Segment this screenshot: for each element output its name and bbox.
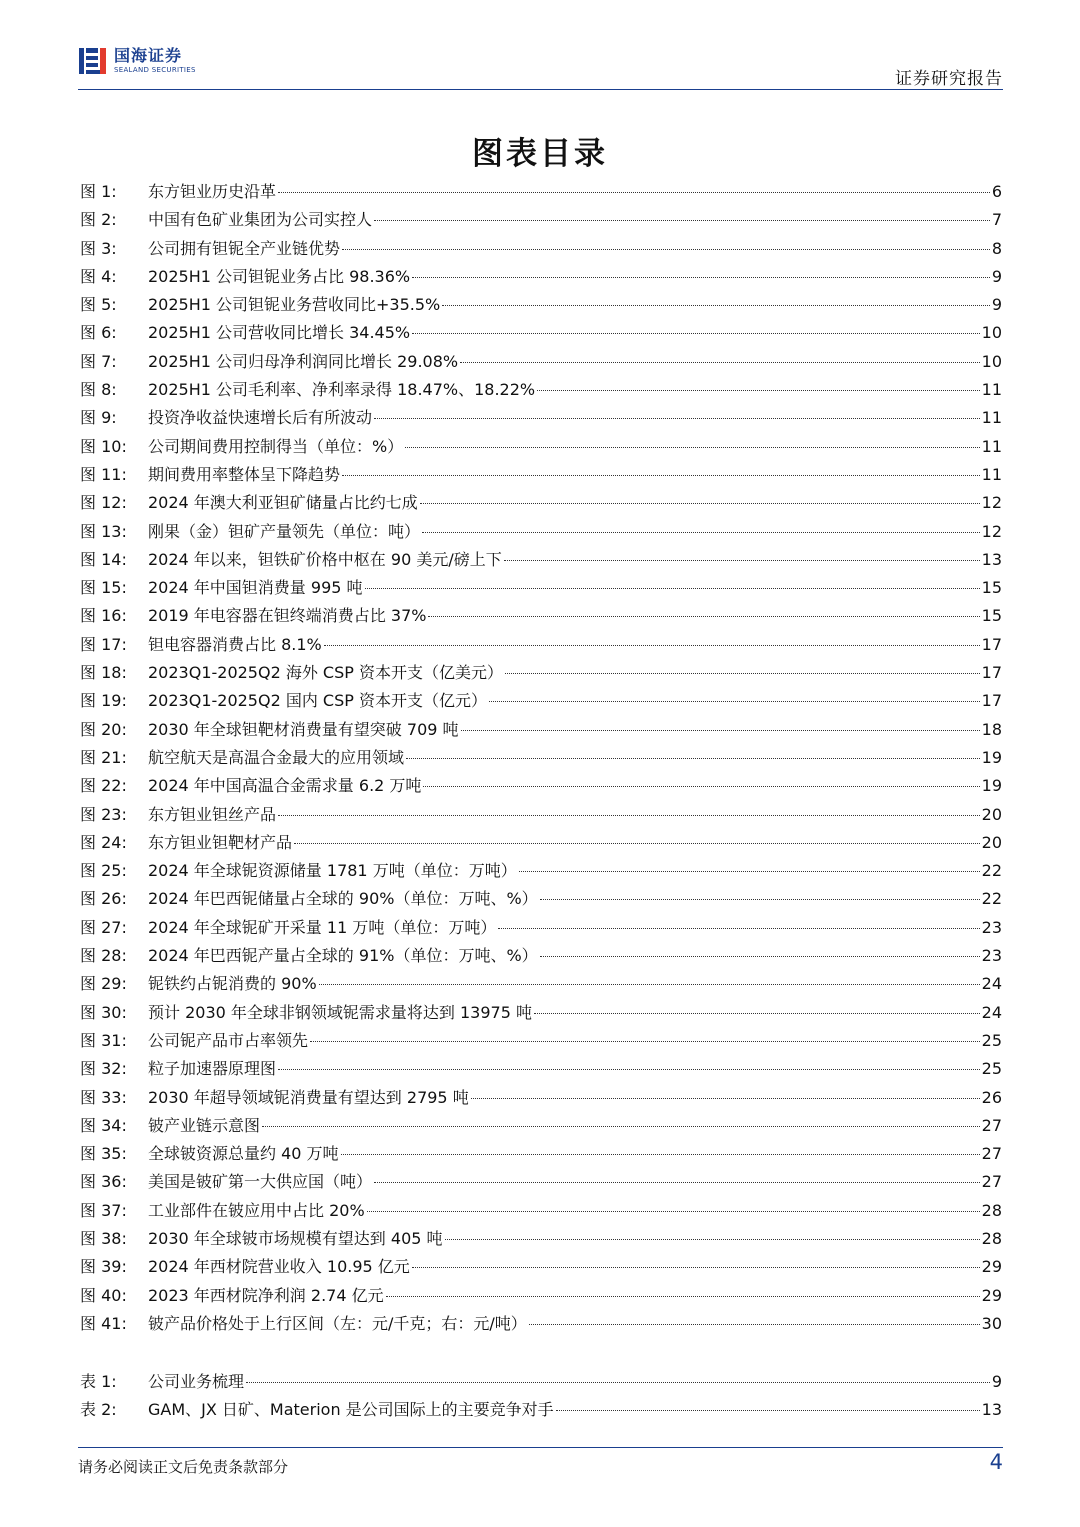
toc-entry[interactable]	[80, 489, 1002, 517]
toc-entry-leader	[519, 871, 980, 872]
toc-entry-leader	[367, 1211, 980, 1212]
footer-disclaimer: 请务必阅读正文后免责条款部分	[78, 1458, 289, 1476]
toc-entry-title: 2025H1 公司营收同比增长 34.45%	[148, 323, 411, 343]
toc-entry-title: 投资净收益快速增长后有所波动	[148, 408, 373, 428]
toc-entry-label: 图 2:	[80, 210, 117, 230]
toc-entry[interactable]	[80, 1225, 1002, 1253]
toc-entry[interactable]	[80, 263, 1002, 291]
toc-entry[interactable]	[80, 319, 1002, 347]
logo-english-text: SEALAND SECURITIES	[114, 66, 196, 74]
toc-entry-title: 铍产业链示意图	[148, 1115, 261, 1135]
toc-entry-leader	[374, 1182, 980, 1183]
toc-entry-label: 图 19:	[80, 691, 127, 711]
toc-entry-title: 东方钽业钽丝产品	[148, 804, 277, 824]
toc-entry-leader	[342, 249, 990, 250]
toc-entry-title: 2025H1 公司钽铌业务营收同比+35.5%	[148, 295, 441, 315]
toc-entry-leader	[365, 588, 980, 589]
toc-entry-leader	[460, 362, 980, 363]
toc-entry-label: 图 1:	[80, 182, 117, 201]
toc-entry-title: 2024 年巴西铌产量占全球的 91%（单位：万吨、%）	[148, 946, 538, 966]
toc-entry-leader	[278, 1069, 980, 1070]
toc-entry-page: 15	[981, 606, 1002, 626]
toc-entry-page: 9	[991, 295, 1002, 315]
toc-entry[interactable]	[80, 518, 1002, 546]
toc-entry-label: 图 26:	[80, 889, 127, 909]
header-divider	[78, 89, 1003, 90]
toc-entry-page: 17	[981, 691, 1002, 711]
toc-entry-leader	[529, 1324, 980, 1325]
toc-entry-page: 13	[981, 1400, 1002, 1420]
toc-entry-page: 25	[981, 1059, 1002, 1079]
toc-entry-page: 6	[991, 182, 1002, 201]
toc-entry-page: 23	[981, 946, 1002, 966]
toc-entry-title: 2024 年全球铌资源储量 1781 万吨（单位：万吨）	[148, 861, 517, 881]
toc-entry[interactable]	[80, 574, 1002, 602]
toc-entry-leader	[534, 1013, 980, 1014]
toc-entry-label: 图 30:	[80, 1002, 127, 1022]
toc-entry-label: 图 7:	[80, 351, 117, 371]
toc-entry-label: 图 16:	[80, 606, 127, 626]
toc-entry-leader	[324, 645, 980, 646]
toc-entry-leader	[423, 786, 979, 787]
toc-entry-page: 12	[981, 493, 1002, 513]
toc-entry-leader	[386, 1296, 980, 1297]
toc-entry[interactable]	[80, 942, 1002, 970]
toc-entry-title: 铌铁约占铌消费的 90%	[148, 974, 317, 994]
toc-entry-page: 17	[981, 634, 1002, 654]
toc-entry-leader	[246, 1382, 990, 1383]
toc-entry[interactable]	[80, 772, 1002, 800]
toc-entry-title: 2025H1 公司归母净利润同比增长 29.08%	[148, 351, 459, 371]
toc-entry-title: 2024 年中国钽消费量 995 吨	[148, 578, 363, 598]
toc-entry[interactable]	[80, 801, 1002, 829]
toc-entry-title: 钽电容器消费占比 8.1%	[148, 634, 322, 654]
toc-entry-page: 28	[981, 1200, 1002, 1220]
toc-entry-page: 30	[981, 1313, 1002, 1333]
sealand-logo-icon	[78, 46, 108, 76]
toc-entry-page: 11	[981, 436, 1002, 456]
toc-entry[interactable]	[80, 744, 1002, 772]
toc-entry-label: 图 13:	[80, 521, 127, 541]
toc-entry[interactable]	[80, 235, 1002, 263]
toc-entry-page: 10	[981, 323, 1002, 343]
section-gap	[80, 1338, 1002, 1368]
page-header	[78, 42, 1003, 90]
toc-entry[interactable]	[80, 1084, 1002, 1112]
toc-entry-leader	[540, 899, 980, 900]
toc-entry-page: 11	[981, 408, 1002, 428]
toc-entry-page: 19	[981, 776, 1002, 796]
toc-entry-title: 美国是铍矿第一大供应国（吨）	[148, 1172, 373, 1192]
toc-entry-title: 2030 年超导领域铌消费量有望达到 2795 吨	[148, 1087, 469, 1107]
toc-entry-label: 图 38:	[80, 1228, 127, 1248]
page-title: 图表目录	[472, 136, 608, 172]
toc-entry[interactable]	[80, 716, 1002, 744]
toc-entry-leader	[412, 333, 980, 334]
toc-entry-label: 图 15:	[80, 578, 127, 598]
toc-entry-title: 2030 年全球钽靶材消费量有望突破 709 吨	[148, 719, 459, 739]
toc-entry-leader	[461, 730, 980, 731]
toc-entry-page: 19	[981, 747, 1002, 767]
toc-entry[interactable]	[80, 687, 1002, 715]
toc-entry[interactable]	[80, 885, 1002, 913]
toc-entry[interactable]	[80, 1310, 1002, 1338]
toc-entry-label: 图 5:	[80, 295, 117, 315]
toc-entry-leader	[442, 305, 990, 306]
toc-entry-leader	[428, 616, 979, 617]
toc-entry-leader	[374, 418, 980, 419]
toc-entry[interactable]	[80, 348, 1002, 376]
toc-entry-page: 12	[981, 521, 1002, 541]
toc-entry-leader	[341, 1154, 980, 1155]
toc-entry-leader	[471, 1098, 980, 1099]
toc-entry-leader	[556, 1410, 980, 1411]
toc-entry-label: 图 37:	[80, 1200, 127, 1220]
toc-entry[interactable]	[80, 1112, 1002, 1140]
toc-entry-label: 表 1:	[80, 1372, 117, 1392]
toc-entry[interactable]	[80, 1253, 1002, 1281]
toc-entry-page: 9	[991, 266, 1002, 286]
toc-entry[interactable]	[80, 914, 1002, 942]
toc-entry-page: 9	[991, 1372, 1002, 1392]
toc-entry-label: 图 41:	[80, 1313, 127, 1333]
toc-entry-page: 24	[981, 1002, 1002, 1022]
toc-entry[interactable]	[80, 659, 1002, 687]
toc-entry[interactable]	[80, 376, 1002, 404]
toc-entry-label: 图 18:	[80, 663, 127, 683]
footer-divider	[78, 1447, 1003, 1448]
toc-entry-title: 公司拥有钽铌全产业链优势	[148, 238, 341, 258]
toc-entry-page: 13	[981, 549, 1002, 569]
toc-entry-title: 公司铌产品市占率领先	[148, 1030, 309, 1050]
toc-entry[interactable]	[80, 461, 1002, 489]
toc-entry-label: 图 11:	[80, 464, 127, 484]
toc-entry-label: 图 36:	[80, 1172, 127, 1192]
toc-entry-page: 24	[981, 974, 1002, 994]
toc-entry-label: 图 33:	[80, 1087, 127, 1107]
toc-entry[interactable]	[80, 1055, 1002, 1083]
toc-entry-leader	[319, 984, 980, 985]
toc-entry-label: 图 40:	[80, 1285, 127, 1305]
toc-entry-page: 18	[981, 719, 1002, 739]
company-logo	[78, 46, 196, 76]
toc-entry[interactable]	[80, 206, 1002, 234]
toc-entry-leader	[504, 560, 980, 561]
toc-entry-label: 图 23:	[80, 804, 127, 824]
toc-entry-title: 2023 年西材院净利润 2.74 亿元	[148, 1285, 384, 1305]
toc-entry-page: 23	[981, 917, 1002, 937]
toc-entry-title: 2024 年中国高温合金需求量 6.2 万吨	[148, 776, 422, 796]
toc-entry[interactable]	[80, 970, 1002, 998]
toc-entry-title: 2023Q1-2025Q2 海外 CSP 资本开支（亿美元）	[148, 663, 503, 683]
toc-entry-leader	[420, 503, 980, 504]
toc-entry-page: 27	[981, 1144, 1002, 1164]
toc-entry-page: 11	[981, 380, 1002, 400]
toc-entry-title: 2019 年电容器在钽终端消费占比 37%	[148, 606, 427, 626]
toc-entry[interactable]	[80, 1168, 1002, 1196]
toc-entry-page: 10	[981, 351, 1002, 371]
toc-entry-title: 2023Q1-2025Q2 国内 CSP 资本开支（亿元）	[148, 691, 487, 711]
logo-chinese-text: 国海证券	[114, 46, 183, 65]
toc-entry-leader	[498, 928, 979, 929]
toc-entry-page: 20	[981, 832, 1002, 852]
toc-entry-page: 29	[981, 1285, 1002, 1305]
toc-entry-label: 图 20:	[80, 719, 127, 739]
toc-entry-page: 27	[981, 1115, 1002, 1135]
toc-entry-title: 全球铍资源总量约 40 万吨	[148, 1144, 339, 1164]
toc-entry-page: 26	[981, 1087, 1002, 1107]
toc-entry-title: 工业部件在铍应用中占比 20%	[148, 1200, 365, 1220]
toc-entry-label: 图 17:	[80, 634, 127, 654]
toc-entry[interactable]	[80, 1396, 1002, 1424]
toc-entry-label: 图 3:	[80, 238, 117, 258]
toc-entry-label: 图 39:	[80, 1257, 127, 1277]
toc-entry-title: 航空航天是高温合金最大的应用领域	[148, 747, 405, 767]
toc-entry-label: 图 12:	[80, 493, 127, 513]
toc-entry-leader	[412, 1267, 980, 1268]
toc-entry-leader	[489, 701, 980, 702]
toc-entry-page: 28	[981, 1228, 1002, 1248]
toc-entry-page: 15	[981, 578, 1002, 598]
table-of-figures	[80, 178, 1002, 1425]
toc-entry-title: 公司期间费用控制得当（单位：%）	[148, 436, 404, 456]
toc-entry-title: 东方钽业历史沿革	[148, 182, 277, 201]
toc-entry-title: 2025H1 公司钽铌业务占比 98.36%	[148, 266, 411, 286]
toc-entry-leader	[262, 1126, 980, 1127]
toc-entry-label: 图 35:	[80, 1144, 127, 1164]
page-number: 4	[989, 1450, 1003, 1474]
toc-entry[interactable]	[80, 857, 1002, 885]
toc-entry-label: 图 10:	[80, 436, 127, 456]
toc-entry-label: 图 28:	[80, 946, 127, 966]
toc-entry-label: 图 29:	[80, 974, 127, 994]
toc-entry[interactable]	[80, 1027, 1002, 1055]
toc-entry[interactable]	[80, 404, 1002, 432]
toc-entry[interactable]	[80, 1282, 1002, 1310]
toc-entry[interactable]	[80, 602, 1002, 630]
toc-entry-title: 2024 年澳大利亚钽矿储量占比约七成	[148, 493, 418, 513]
toc-entry-title: 期间费用率整体呈下降趋势	[148, 464, 341, 484]
toc-entry-title: 中国有色矿业集团为公司实控人	[148, 210, 373, 230]
toc-entry[interactable]	[80, 1140, 1002, 1168]
toc-entry-label: 图 27:	[80, 917, 127, 937]
toc-entry-label: 图 8:	[80, 380, 117, 400]
toc-entry[interactable]	[80, 1197, 1002, 1225]
toc-entry-page: 17	[981, 663, 1002, 683]
toc-entry[interactable]	[80, 999, 1002, 1027]
toc-entry-leader	[278, 192, 990, 193]
toc-entry-page: 27	[981, 1172, 1002, 1192]
toc-entry-title: 东方钽业钽靶材产品	[148, 832, 293, 852]
toc-entry-leader	[342, 475, 980, 476]
toc-entry[interactable]	[80, 1368, 1002, 1396]
toc-entry-leader	[422, 532, 980, 533]
toc-entry-title: 2024 年以来，钽铁矿价格中枢在 90 美元/磅上下	[148, 549, 502, 569]
toc-entry-title: 公司业务梳理	[148, 1372, 245, 1392]
toc-entry-leader	[537, 390, 980, 391]
toc-entry-page: 29	[981, 1257, 1002, 1277]
toc-entry-page: 22	[981, 889, 1002, 909]
toc-entry-leader	[540, 956, 980, 957]
toc-entry-label: 图 6:	[80, 323, 117, 343]
toc-entry-label: 图 34:	[80, 1115, 127, 1135]
toc-entry[interactable]	[80, 631, 1002, 659]
toc-entry-leader	[445, 1239, 980, 1240]
toc-entry-title: 铍产品价格处于上行区间（左：元/千克；右：元/吨）	[148, 1313, 527, 1333]
toc-entry-title: 2025H1 公司毛利率、净利率录得 18.47%、18.22%	[148, 380, 536, 400]
toc-entry-label: 图 4:	[80, 266, 117, 286]
toc-entry-leader	[294, 843, 980, 844]
toc-entry-label: 图 9:	[80, 408, 117, 428]
toc-entry-title: 2024 年西材院营业收入 10.95 亿元	[148, 1257, 410, 1277]
toc-entry-page: 25	[981, 1030, 1002, 1050]
toc-entry-page: 11	[981, 464, 1002, 484]
toc-entry[interactable]	[80, 829, 1002, 857]
toc-entry-title: 2024 年巴西铌储量占全球的 90%（单位：万吨、%）	[148, 889, 538, 909]
toc-entry-label: 图 25:	[80, 861, 127, 881]
toc-entry[interactable]	[80, 546, 1002, 574]
toc-entry-leader	[412, 277, 990, 278]
toc-entry-title: 粒子加速器原理图	[148, 1059, 277, 1079]
toc-entry-title: 2030 年全球铍市场规模有望达到 405 吨	[148, 1228, 443, 1248]
toc-entry[interactable]	[80, 178, 1002, 206]
toc-entry-leader	[310, 1041, 980, 1042]
toc-entry-leader	[405, 447, 979, 448]
toc-entry-title: 预计 2030 年全球非钢领域铌需求量将达到 13975 吨	[148, 1002, 532, 1022]
toc-entry-label: 图 24:	[80, 832, 127, 852]
toc-entry-leader	[278, 815, 980, 816]
toc-entry[interactable]	[80, 291, 1002, 319]
toc-entry-page: 22	[981, 861, 1002, 881]
toc-entry[interactable]	[80, 433, 1002, 461]
toc-entry-title: GAM、JX 日矿、Materion 是公司国际上的主要竞争对手	[148, 1400, 554, 1420]
toc-entry-page: 20	[981, 804, 1002, 824]
toc-entry-title: 2024 年全球铌矿开采量 11 万吨（单位：万吨）	[148, 917, 497, 937]
toc-entry-page: 8	[991, 238, 1002, 258]
report-type: 证券研究报告	[895, 69, 1003, 89]
toc-entry-label: 表 2:	[80, 1400, 117, 1420]
toc-entry-leader	[374, 220, 990, 221]
toc-entry-title: 刚果（金）钽矿产量领先（单位：吨）	[148, 521, 421, 541]
toc-entry-label: 图 21:	[80, 747, 127, 767]
toc-entry-label: 图 22:	[80, 776, 127, 796]
toc-entry-label: 图 31:	[80, 1030, 127, 1050]
toc-entry-label: 图 32:	[80, 1059, 127, 1079]
toc-entry-page: 7	[991, 210, 1002, 230]
toc-entry-leader	[406, 758, 980, 759]
toc-entry-leader	[505, 673, 980, 674]
toc-entry-label: 图 14:	[80, 549, 127, 569]
